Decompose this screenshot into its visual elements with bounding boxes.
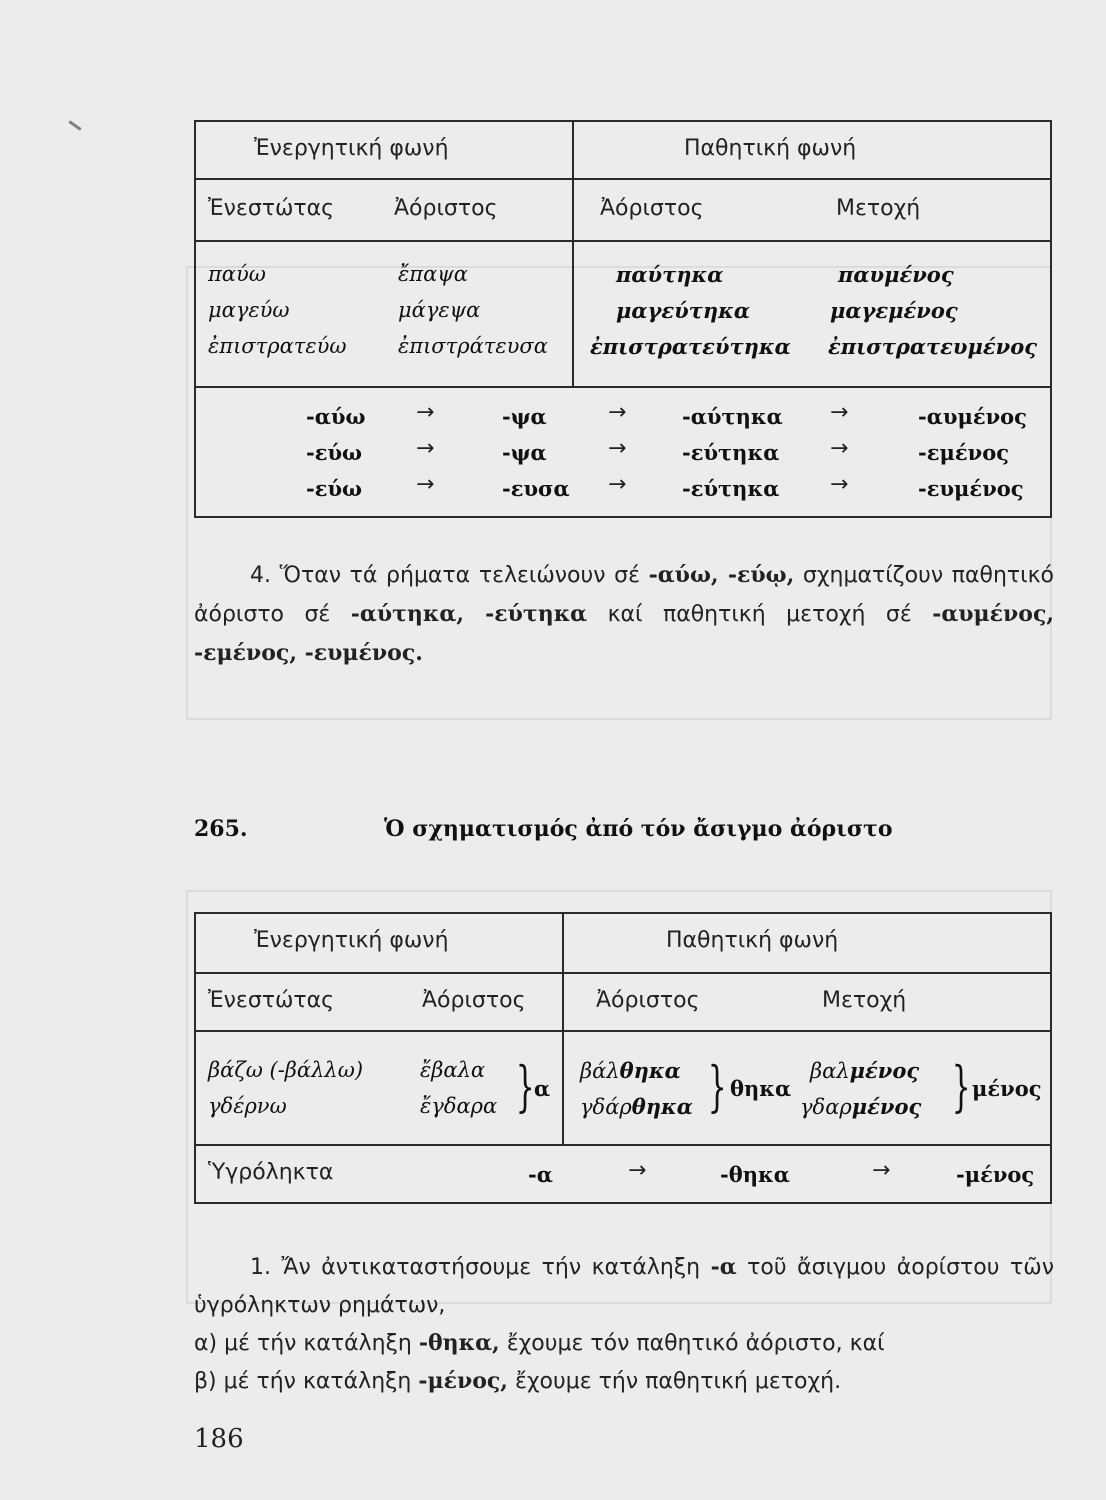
- arrow-icon: →: [830, 400, 849, 425]
- brace-icon: }: [951, 1055, 971, 1118]
- active-voice-header: [195, 913, 563, 973]
- passive-examples: [563, 1031, 1051, 1145]
- example-aorist: ἐπιστράτευσα: [398, 334, 548, 358]
- ending-passive-aorist: -αύτηκα: [682, 404, 783, 429]
- col-aorist: Ἀόριστος: [394, 196, 498, 221]
- ending-participle: -ευμένος: [918, 476, 1024, 501]
- col-present: Ἐνεστώτας: [208, 196, 335, 221]
- passive-voice-header: [563, 913, 1051, 973]
- example-present: ἐπιστρατεύω: [208, 334, 347, 358]
- ending: μένος: [851, 1094, 922, 1119]
- stem: γδαρ: [800, 1095, 852, 1119]
- ending-passive-aorist: -εύτηκα: [682, 440, 780, 465]
- paragraph-4: [194, 556, 1054, 673]
- example-present: παύω: [208, 262, 266, 286]
- section-number: 265.: [194, 816, 248, 842]
- passive-formation-table-1: [194, 120, 1052, 518]
- para4-text: καί παθητική μετοχή σέ: [587, 602, 933, 627]
- arrow-icon: →: [830, 436, 849, 461]
- group-passive-ending: θηκα: [730, 1076, 792, 1101]
- item-b-text: β) μέ τήν κατάληξη: [194, 1369, 419, 1394]
- passive-voice-header: [573, 121, 1051, 179]
- col-participle: Μετοχή: [822, 988, 907, 1013]
- para1-text: τοῦ ἄσιγμου ἀορίστου τῶν ὑγρόληκτων ρημάτων,: [194, 1255, 1054, 1318]
- active-subheader: [195, 973, 563, 1031]
- col-present: Ἐνεστώτας: [208, 988, 335, 1013]
- example-participle: παυμένος: [838, 262, 954, 287]
- paragraph-1-item-a: [194, 1324, 1054, 1363]
- example-present: γδέρνω: [208, 1094, 287, 1118]
- ending-participle: -αυμένος: [918, 404, 1027, 429]
- passive-voice-label: Παθητική φωνή: [666, 928, 839, 953]
- example-passive-aorist: ἐπιστρατεύτηκα: [590, 334, 791, 359]
- item-b-text: ἔχουμε τήν παθητική μετοχή.: [507, 1369, 842, 1394]
- stem: βαλ: [810, 1059, 850, 1083]
- arrow-icon: →: [830, 472, 849, 497]
- arrow-icon: →: [416, 472, 435, 497]
- ending-present: -εύω: [306, 476, 363, 501]
- paragraph-1-item-b: [194, 1362, 1054, 1401]
- summary-passive-ending: -θηκα: [720, 1162, 790, 1187]
- page-number: 186: [194, 1424, 244, 1454]
- passive-examples: [573, 241, 1051, 387]
- stem: γδάρ: [580, 1095, 632, 1119]
- example-participle: [800, 1094, 921, 1119]
- para1-bold: -α: [710, 1254, 737, 1280]
- endings-summary: [195, 1145, 1051, 1203]
- summary-aorist-ending: -α: [528, 1162, 553, 1187]
- example-passive-aorist: [580, 1058, 681, 1083]
- example-present: βάζω (-βάλλω): [208, 1058, 364, 1082]
- arrow-icon: →: [872, 1158, 891, 1183]
- para4-text: σχηματίζουν παθητικό ἀόριστο σέ: [194, 563, 1055, 627]
- ending-passive-aorist: -εύτηκα: [682, 476, 780, 501]
- passive-voice-label: Παθητική φωνή: [684, 136, 857, 161]
- col-participle: Μετοχή: [836, 196, 921, 221]
- arrow-icon: →: [416, 436, 435, 461]
- endings-summary: [195, 387, 1051, 517]
- active-voice-label: Ἐνεργητική φωνή: [254, 136, 449, 161]
- example-aorist: ἔπαψα: [398, 262, 468, 286]
- example-passive-aorist: μαγεύτηκα: [616, 298, 751, 323]
- para4-bold: -αύτηκα, -εύτηκα: [350, 601, 588, 627]
- para1-text: 1. Ἄν ἀντικαταστήσουμε τήν κατάληξη: [250, 1255, 711, 1280]
- para4-bold: -αύω, -εύῳ,: [648, 562, 795, 588]
- ending-aorist: -ψα: [502, 404, 547, 429]
- group-participle-ending: μένος: [972, 1076, 1042, 1101]
- ending: μένος: [849, 1058, 920, 1083]
- example-aorist: ἔβαλα: [420, 1058, 486, 1082]
- ending: θηκα: [631, 1094, 693, 1119]
- summary-label: Ὑγρόληκτα: [208, 1160, 334, 1185]
- passive-formation-table-2: [194, 912, 1052, 1204]
- active-examples: [195, 241, 573, 387]
- passive-subheader: [573, 179, 1051, 241]
- arrow-icon: →: [608, 436, 627, 461]
- active-examples: [195, 1031, 563, 1145]
- arrow-icon: →: [416, 400, 435, 425]
- col-aorist: Ἀόριστος: [422, 988, 526, 1013]
- summary-participle-ending: -μένος: [956, 1162, 1035, 1187]
- section-title: Ὁ σχηματισμός ἀπό τόν ἄσιγμο ἀόριστο: [384, 816, 893, 842]
- arrow-icon: →: [608, 400, 627, 425]
- item-a-bold: -θηκα,: [418, 1330, 500, 1356]
- active-voice-label: Ἐνεργητική φωνή: [254, 928, 449, 953]
- passive-subheader: [563, 973, 1051, 1031]
- ending: θηκα: [619, 1058, 681, 1083]
- active-subheader: [195, 179, 573, 241]
- ending-aorist: -ψα: [502, 440, 547, 465]
- col-passive-aorist: Ἀόριστος: [600, 196, 704, 221]
- example-passive-aorist: παύτηκα: [616, 262, 724, 287]
- item-a-text: ἔχουμε τόν παθητικό ἀόριστο, καί: [499, 1331, 885, 1356]
- ending-participle: -εμένος: [918, 440, 1009, 465]
- item-b-bold: -μένος,: [418, 1368, 508, 1394]
- para4-text: 4. Ὅταν τά ρήματα τελειώνουν σέ: [250, 563, 649, 588]
- example-participle: [810, 1058, 919, 1083]
- ending-aorist: -ευσα: [502, 476, 570, 501]
- item-a-text: α) μέ τήν κατάληξη: [194, 1331, 419, 1356]
- example-passive-aorist: [580, 1094, 693, 1119]
- ending-present: -αύω: [306, 404, 366, 429]
- example-present: μαγεύω: [208, 298, 290, 322]
- para4-bold: -αυμένος, -εμένος, -ευμένος.: [194, 601, 1054, 666]
- brace-icon: }: [707, 1055, 727, 1118]
- arrow-icon: →: [608, 472, 627, 497]
- group-aorist-ending: α: [534, 1076, 551, 1101]
- paragraph-1: [194, 1248, 1054, 1325]
- scan-mark: [68, 120, 81, 130]
- stem: βάλ: [580, 1059, 620, 1083]
- example-participle: μαγεμένος: [830, 298, 958, 323]
- col-passive-aorist: Ἀόριστος: [596, 988, 700, 1013]
- example-aorist: μάγεψα: [398, 298, 481, 322]
- brace-icon: }: [515, 1055, 535, 1118]
- example-participle: ἐπιστρατευμένος: [828, 334, 1038, 359]
- example-aorist: ἔγδαρα: [420, 1094, 498, 1118]
- ending-present: -εύω: [306, 440, 363, 465]
- arrow-icon: →: [628, 1158, 647, 1183]
- active-voice-header: [195, 121, 573, 179]
